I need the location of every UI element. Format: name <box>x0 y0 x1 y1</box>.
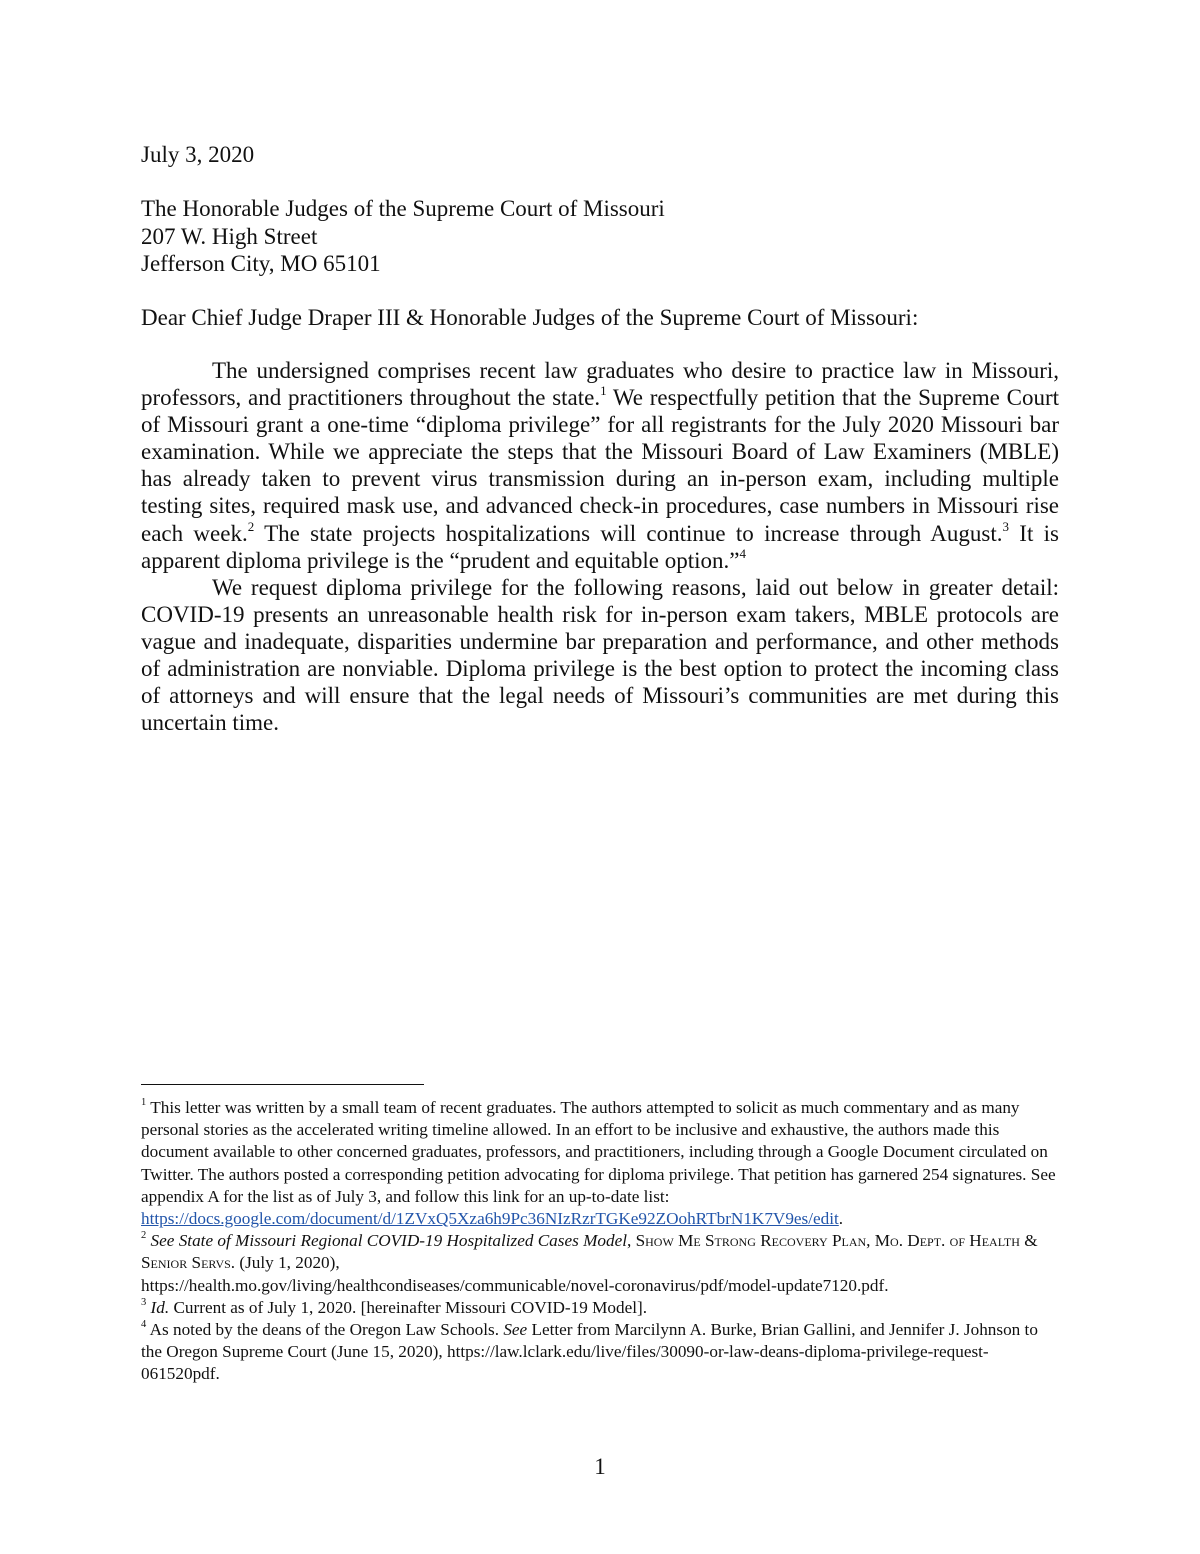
salutation: Dear Chief Judge Draper III & Honorable Judges of the Supreme Court of Missouri: <box>141 305 919 330</box>
paragraph-text: We respectfully petition that the Supreme Court of Missouri grant a one-time “diploma privilege” for all registrants for the July 2020 Missouri bar examination. While we appreciate the steps that the Missouri Board of Law Examiners (MBLE) has already taken to prevent virus transmission during an in-person exam, including multiple testing sites, required mask use, and advanced check-in procedures, case numbers in Missouri rise each week. <box>141 385 1059 546</box>
signal-see: See <box>503 1320 528 1340</box>
recipient-address <box>141 195 665 278</box>
signal-see: See <box>150 1231 175 1251</box>
cited-title: State of Missouri Regional COVID-19 Hospitalized Cases Model <box>178 1231 627 1251</box>
footnote-reference-2: 2 <box>247 518 255 534</box>
cited-url: https://health.mo.gov/living/healthcondiseases/communicable/novel-coronavirus/pdf/model-update7120.pdf. <box>141 1275 889 1295</box>
footnote-text: This letter was written by a small team of recent graduates. The authors attempted to solicit as much commentary and as many personal stories as the accelerated writing timeline allowed. In an effort to be inclusive and exhaustive, the authors made this document available to other concerned graduates, professors, and practitioners, including through a Google Document circulated on Twitter. The authors posted a corresponding petition advocating for diploma privilege. That petition has garnered 254 signatures. See appendix A for the list as of July 3, and follow this link for an up-to-date list: <box>141 1098 1056 1206</box>
letter-date: July 3, 2020 <box>141 142 255 167</box>
footnote-number: 3 <box>141 1297 147 1309</box>
footnote-reference-1: 1 <box>600 383 607 399</box>
footnote-number: 2 <box>141 1230 147 1242</box>
google-doc-link[interactable]: https://docs.google.com/document/d/1ZVxQ5Xza6h9Pc36NIzRzrTGKe92ZOohRTbrN1K7V9es/edit <box>141 1209 839 1229</box>
paragraph-text: The undersigned comprises recent law graduates who desire to practice law in Missouri, professors, and practitioners throughout the state. <box>141 358 1059 411</box>
signal-id: Id. <box>150 1297 170 1317</box>
recipient-name: The Honorable Judges of the Supreme Court of Missouri <box>141 196 665 221</box>
paragraph-text: It is apparent diploma privilege is the “prudent and equitable option.” <box>141 520 1059 573</box>
footnote-4 <box>141 1319 1059 1386</box>
footnote-number: 4 <box>141 1319 147 1331</box>
paragraph-text: The state projects hospitalizations will continue to increase through August. <box>254 520 1003 546</box>
recipient-street: 207 W. High Street <box>141 223 318 249</box>
footnote-text: . <box>838 1209 844 1229</box>
letter-body <box>141 357 1059 736</box>
footnote-text: As noted by the deans of the Oregon Law Schools. <box>146 1320 504 1340</box>
footnote-reference-3: 3 <box>1002 518 1010 534</box>
cited-date: (July 1, 2020), <box>239 1253 340 1273</box>
footnote-text: Current as of July 1, 2020. [hereinafter Missouri COVID-19 Model]. <box>169 1297 647 1317</box>
recipient-city: Jefferson City, MO 65101 <box>141 251 381 276</box>
footnote-3 <box>141 1297 1059 1319</box>
body-paragraph-2: We request diploma privilege for the following reasons, laid out below in greater detail: COVID-19 presents an unreasonable health risk for in-person exam takers, MBLE protocols are vague and inadequate, disparities undermine bar preparation and performance, and other methods of administration are nonviable. Diploma privilege is the best option to protect the incoming class of attorneys and will ensure that the legal needs of Missouri’s communities are met during this uncertain time. <box>141 574 1059 736</box>
footnote-2: $^2$ See State of Missouri Regional COVID-19 Hospitalized Cases Model, Show Me Strong Recovery Plan, Mo. Dept. of Health & Senior Servs. (July 1, 2020), https://health.mo.gov/living/healthcondiseases/communicable/novel-coronavirus/pdf/model-update7120.pdf. <box>141 1230 1038 1295</box>
body-paragraph-1 <box>141 357 1059 574</box>
footnote-separator <box>141 1084 424 1085</box>
footnote-number: 1 <box>141 1097 147 1109</box>
cited-source: Show Me Strong Recovery Plan, Mo. Dept. of Health & Senior Servs. <box>141 1231 1038 1273</box>
footnote-reference-4: 4 <box>739 546 746 561</box>
footnotes <box>141 1097 1059 1386</box>
page-number: 1 <box>594 1454 606 1479</box>
footnote-1 <box>141 1097 1059 1230</box>
footnote-text: Letter from Marcilynn A. Burke, Brian Gallini, and Jennifer J. Johnson to the Oregon Supreme Court (June 15, 2020), https://law.lclark.edu/live/files/30090-or-law-deans-diploma-privilege-request-061520pdf. <box>141 1320 1038 1384</box>
